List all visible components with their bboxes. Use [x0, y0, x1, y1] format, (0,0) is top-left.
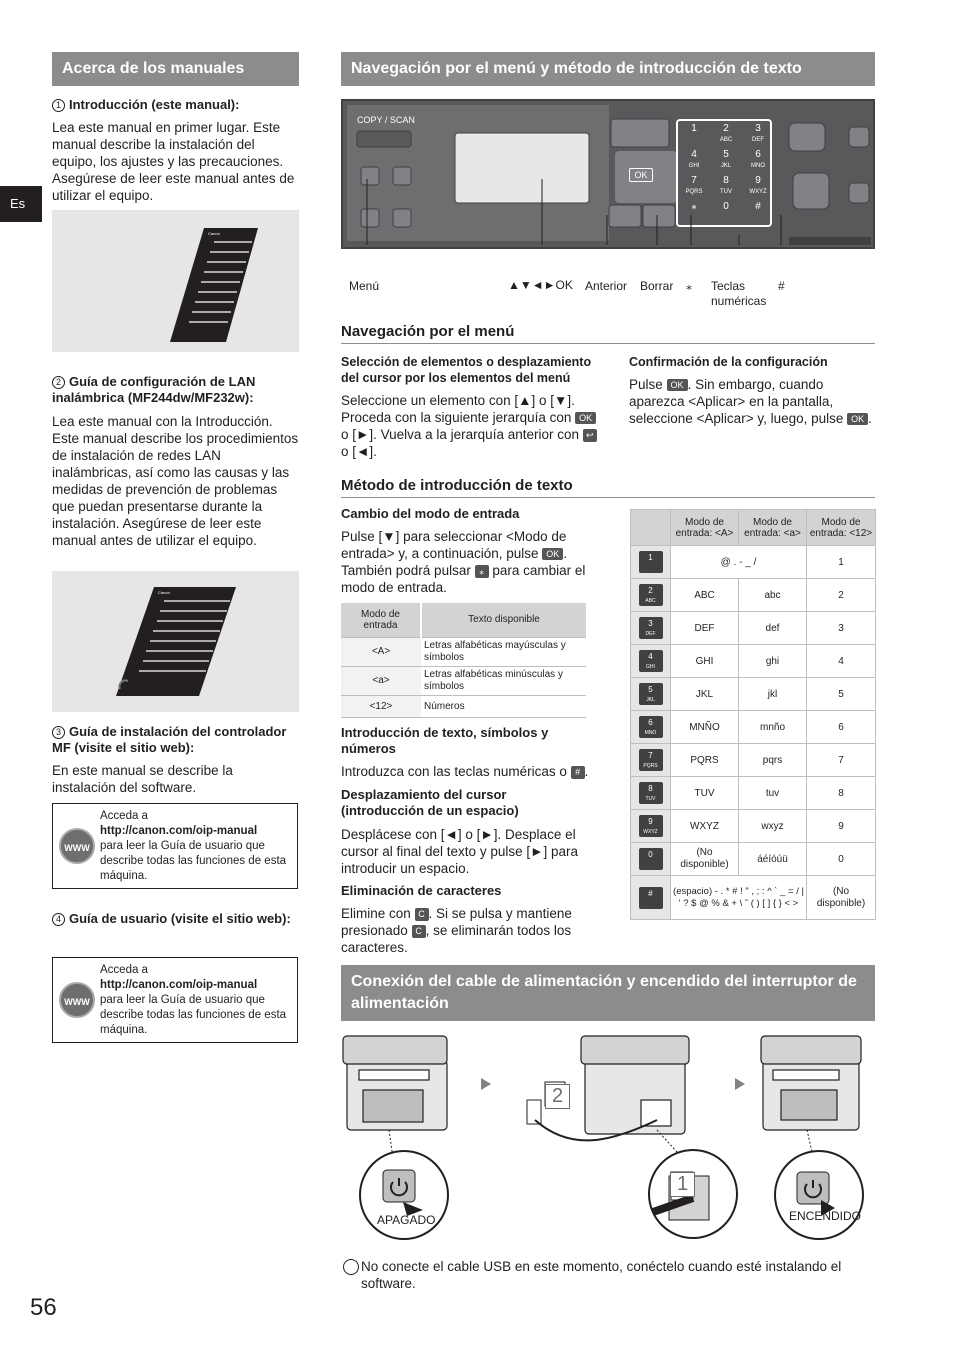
keypad-key[interactable]: 3 DEF [752, 123, 764, 143]
keypad-key[interactable]: 5 JKL [720, 149, 732, 169]
mode-change-title: Cambio del modo de entrada [341, 506, 520, 521]
caution-hand-icon [343, 1259, 359, 1275]
table-row: 2 ABC ABC abc 2 [631, 579, 876, 612]
key-hash-icon: # [639, 887, 663, 909]
table-row: 6 MNO MNÑO mnño 6 [631, 711, 876, 744]
symbols-title: Introducción de texto, símbolos y números [341, 725, 549, 756]
web-box-2: WWW Acceda a http://canon.com/oip-manual para leer la Guía de usuario que describe todas las funciones de esta máquina. [52, 957, 298, 1043]
table-row: 9 WXYZ WXYZ wxyz 9 [631, 810, 876, 843]
table-row: 8 TUV TUV tuv 8 [631, 777, 876, 810]
table-row: <A> Letras alfabéticas mayúsculas y símbolos [341, 637, 586, 666]
number-4-icon: 4 [52, 913, 65, 926]
col-header-mode: Modo de entrada [341, 603, 421, 637]
manual-2-image [52, 571, 299, 712]
text-input-title: Método de introducción de texto [341, 477, 875, 498]
table-row: <a> Letras alfabéticas minúsculas y símbolos [341, 666, 586, 695]
confirmation-title: Confirmación de la configuración [629, 355, 828, 369]
keypad-key[interactable]: 1 [691, 123, 697, 134]
label-numeric-keys: Teclas numéricas [711, 279, 767, 308]
manuals-header: Acerca de los manuales [52, 52, 299, 86]
booklet-illustration [52, 571, 299, 712]
www-globe-icon: WWW [59, 828, 95, 864]
key-5-icon: 5 JKL [639, 683, 663, 705]
keypad-key[interactable]: 7 PQRS [685, 175, 703, 195]
keypad-key[interactable]: 2 ABC [719, 123, 733, 143]
confirmation-text: Pulse OK . Sin embargo, cuando aparezca <Aplicar> en la pantalla, seleccione <Aplicar> y, luego, pulse OK . [629, 377, 872, 426]
key-0-icon: 0 [639, 848, 663, 870]
caution-text: No conecte el cable USB en este momento, conéctelo cuando esté instalando el software. [361, 1259, 842, 1291]
manual-4-title: 4 Guía de usuario (visite el sitio web): [52, 911, 302, 927]
clear-key-icon: C [412, 925, 426, 938]
key-8-icon: 8 TUV [639, 782, 663, 804]
space-text: Desplácese con [◄] o [►]. Desplace el cursor al final del texto y pulse [►] para introducir un espacio. [341, 827, 578, 876]
keypad-key[interactable]: 0 [723, 201, 729, 212]
manual-3-title: 3 Guía de instalación del controlador MF (visite el sitio web): [52, 724, 287, 755]
key-3-icon: 3 DEF [639, 617, 663, 639]
table-row: 1 @ . - _ / 1 [631, 546, 876, 579]
key-4-icon: 4 GHI [639, 650, 663, 672]
table-row: 3 DEF DEF def 3 [631, 612, 876, 645]
hash-key-icon: # [571, 766, 585, 779]
space-title: Desplazamiento del cursor (introducción de un espacio) [341, 787, 519, 818]
power-off-label: APAGADO [377, 1213, 436, 1227]
col-header-text: Texto disponible [421, 603, 586, 637]
manual-2-text: Lea este manual con la Introducción. Este manual describe los procedimientos de instalación de redes LAN inalámbricas, así como las causas y las medidas de prevención de problemas que puedan presentarse durante la instalación. Asegúrese de leer este manual antes de utilizar el equipo. [52, 414, 299, 548]
table-row: # (espacio) - . * # ! " , ; : ^ ` _ = / | ' ? $ @ % & + \ ˜ ( ) [ ] { } < > (No disponible) [631, 876, 876, 920]
col-header-a: Modo de entrada: <a> [739, 510, 807, 546]
menu-nav-title: Navegación por el menú [341, 323, 875, 344]
web-link[interactable]: http://canon.com/oip-manual [100, 979, 258, 991]
booklet-illustration [52, 210, 299, 352]
ok-key-icon: OK [542, 548, 563, 560]
key-col-header [631, 510, 671, 546]
manual-3-text: En este manual se describe la instalación del software. [52, 763, 233, 795]
delete-title: Eliminación de caracteres [341, 883, 502, 898]
ok-key-icon: OK [575, 412, 596, 424]
web-link[interactable]: http://canon.com/oip-manual [100, 825, 258, 837]
symbols-text: Introduzca con las teclas numéricas o # . [341, 764, 589, 779]
manual-1-image [52, 210, 299, 352]
table-row: 0 (No disponible) áéíóúü 0 [631, 843, 876, 876]
label-hash: # [778, 279, 785, 293]
language-tab-label: Es [10, 196, 26, 211]
www-globe-icon: WWW [59, 982, 95, 1018]
table-row: 7 PQRS PQRS pqrs 7 [631, 744, 876, 777]
key-6-icon: 6 MNO [639, 716, 663, 738]
keypad-key[interactable]: 9 WXYZ [749, 175, 767, 195]
label-clear: Borrar [640, 279, 674, 293]
col-header-A: Modo de entrada: <A> [671, 510, 739, 546]
table-row: 5 JKL JKL jkl 5 [631, 678, 876, 711]
clear-key-icon: C [415, 908, 429, 921]
caution-note [341, 1258, 875, 1292]
number-1-icon: 1 [52, 99, 65, 112]
selection-text: Seleccione un elemento con [▲] o [▼]. Proceda con la siguiente jerarquía con OK o [►]. Vuelva a la jerarquía anterior con ↩ o [◄]. [341, 392, 597, 460]
ok-key-icon: OK [847, 413, 868, 425]
mode-change-text: Pulse [▼] para seleccionar <Modo de entrada> y, a continuación, pulse OK . También podrá pulsar ⁎ para cambiar el modo de entrada. [341, 529, 586, 595]
ok-button[interactable]: OK [629, 168, 653, 182]
table-row: 4 GHI GHI ghi 4 [631, 645, 876, 678]
step-1-badge: 1 [670, 1172, 695, 1197]
manual-1-text: Lea este manual en primer lugar. Este manual describe la instalación del equipo, los ajustes y las precauciones. Asegúrese de leer este manual antes de utilizar el equipo. [52, 120, 295, 203]
key-7-icon: 7 PQRS [639, 749, 663, 771]
key-2-icon: 2 ABC [639, 584, 663, 606]
keypad-key[interactable]: 4 GHI [688, 149, 700, 169]
label-menu: Menú [349, 279, 380, 293]
ok-key-icon: OK [667, 379, 688, 391]
svg-text:Canon: Canon [158, 590, 170, 595]
keypad-key[interactable]: # [755, 201, 761, 212]
character-table [630, 509, 876, 920]
power-header: Conexión del cable de alimentación y encendido del interruptor de alimentación [341, 965, 875, 1021]
keypad-key[interactable]: 8 TUV [720, 175, 732, 195]
label-star: ⁎ [686, 279, 692, 293]
col-header-12: Modo de entrada: <12> [807, 510, 876, 546]
language-tab [0, 186, 42, 222]
number-2-icon: 2 [52, 376, 65, 389]
nav-header: Navegación por el menú y método de introducción de texto [341, 52, 875, 86]
keypad-key[interactable]: ⁎ [691, 201, 697, 212]
input-mode-table [341, 603, 586, 718]
label-arrows-ok: ▲▼◄►OK [508, 278, 573, 292]
key-9-icon: 9 WXYZ [639, 815, 663, 837]
delete-text: Elimine con C . Si se pulsa y mantiene presionado C , se eliminarán todos los caracteres. [341, 906, 572, 955]
svg-text:Canon: Canon [208, 231, 220, 236]
power-on-label: ENCENDIDO [789, 1209, 862, 1223]
label-back: Anterior [585, 279, 628, 293]
page-number: 56 [30, 1294, 57, 1321]
key-1-icon: 1 [639, 551, 663, 573]
selection-title: Selección de elementos o desplazamiento del cursor por los elementos del menú [341, 355, 592, 385]
web-box-1: WWW Acceda a http://canon.com/oip-manual para leer la Guía de usuario que describe todas las funciones de esta máquina. [52, 803, 298, 889]
back-key-icon: ↩ [583, 429, 597, 442]
table-row: <12> Números [341, 695, 586, 717]
keypad-key[interactable]: 6 MNO [751, 149, 765, 169]
copy-scan-label: COPY / SCAN [357, 115, 415, 125]
number-3-icon: 3 [52, 726, 65, 739]
manual-1-title: 1 Introducción (este manual): [52, 97, 302, 113]
manual-2-title: 2 Guía de configuración de LAN inalámbrica (MF244dw/MF232w): [52, 374, 256, 405]
panel-callout-lines [341, 175, 875, 245]
star-key-icon: ⁎ [475, 565, 489, 578]
step-2-badge: 2 [545, 1084, 570, 1109]
